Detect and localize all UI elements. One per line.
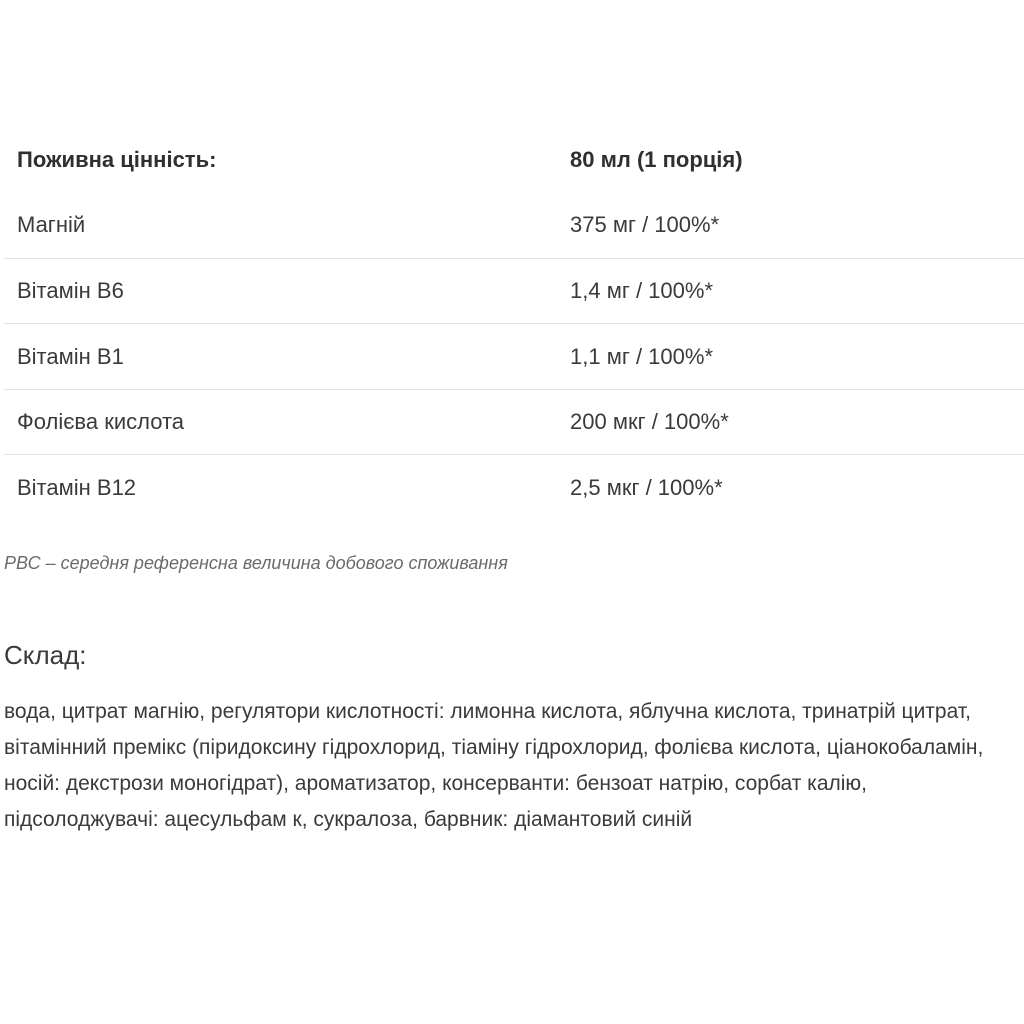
nutrient-name: Магній xyxy=(17,212,86,238)
nutrition-header-row xyxy=(4,127,1024,193)
composition-title: Склад: xyxy=(4,640,87,670)
nutrient-name: Вітамін В6 xyxy=(17,277,124,303)
nutrient-name: Вітамін В1 xyxy=(17,343,124,369)
nutrition-row-vitamin-b12 xyxy=(4,455,1024,521)
composition-text: вода, цитрат магнію, регулятори кислотності: лимонна кислота, яблучна кислота, тринатрій цитрат, вітамінний премікс (піридоксину гідрохлорид, тіаміну гідрохлорид, фолієва кислота, ціанокобаламін, носій: декстрози моногідрат), ароматизатор, консерванти: бензоат натрію, сорбат калію, підсолоджувачі: ацесульфам к, сукралоза, барвник: діамантовий синій xyxy=(4,700,984,831)
nutrient-value: 200 мкг / 100%* xyxy=(570,409,729,435)
nutrient-name: Вітамін В12 xyxy=(17,475,137,501)
nutrition-table xyxy=(4,127,1024,521)
nutrient-value: 1,4 мг / 100%* xyxy=(570,277,714,303)
nutrition-row-vitamin-b1 xyxy=(4,324,1024,390)
nutrient-value: 375 мг / 100%* xyxy=(570,212,720,238)
nutrition-row-vitamin-b6 xyxy=(4,258,1024,324)
nutrient-name: Фолієва кислота xyxy=(17,409,185,435)
nutrition-header-name: Поживна цінність: xyxy=(17,146,217,172)
nutrition-table-body xyxy=(4,193,1024,521)
nutrition-header-value: 80 мл (1 порція) xyxy=(570,146,743,172)
nutrient-value: 1,1 мг / 100%* xyxy=(570,343,714,369)
nutrition-row-folic-acid xyxy=(4,389,1024,455)
nutrition-table-header xyxy=(4,127,1024,193)
nutrient-value: 2,5 мкг / 100%* xyxy=(570,475,723,501)
rvs-footnote: РВС – середня референсна величина добового споживання xyxy=(4,553,508,573)
nutrition-row-magnesium xyxy=(4,193,1024,259)
